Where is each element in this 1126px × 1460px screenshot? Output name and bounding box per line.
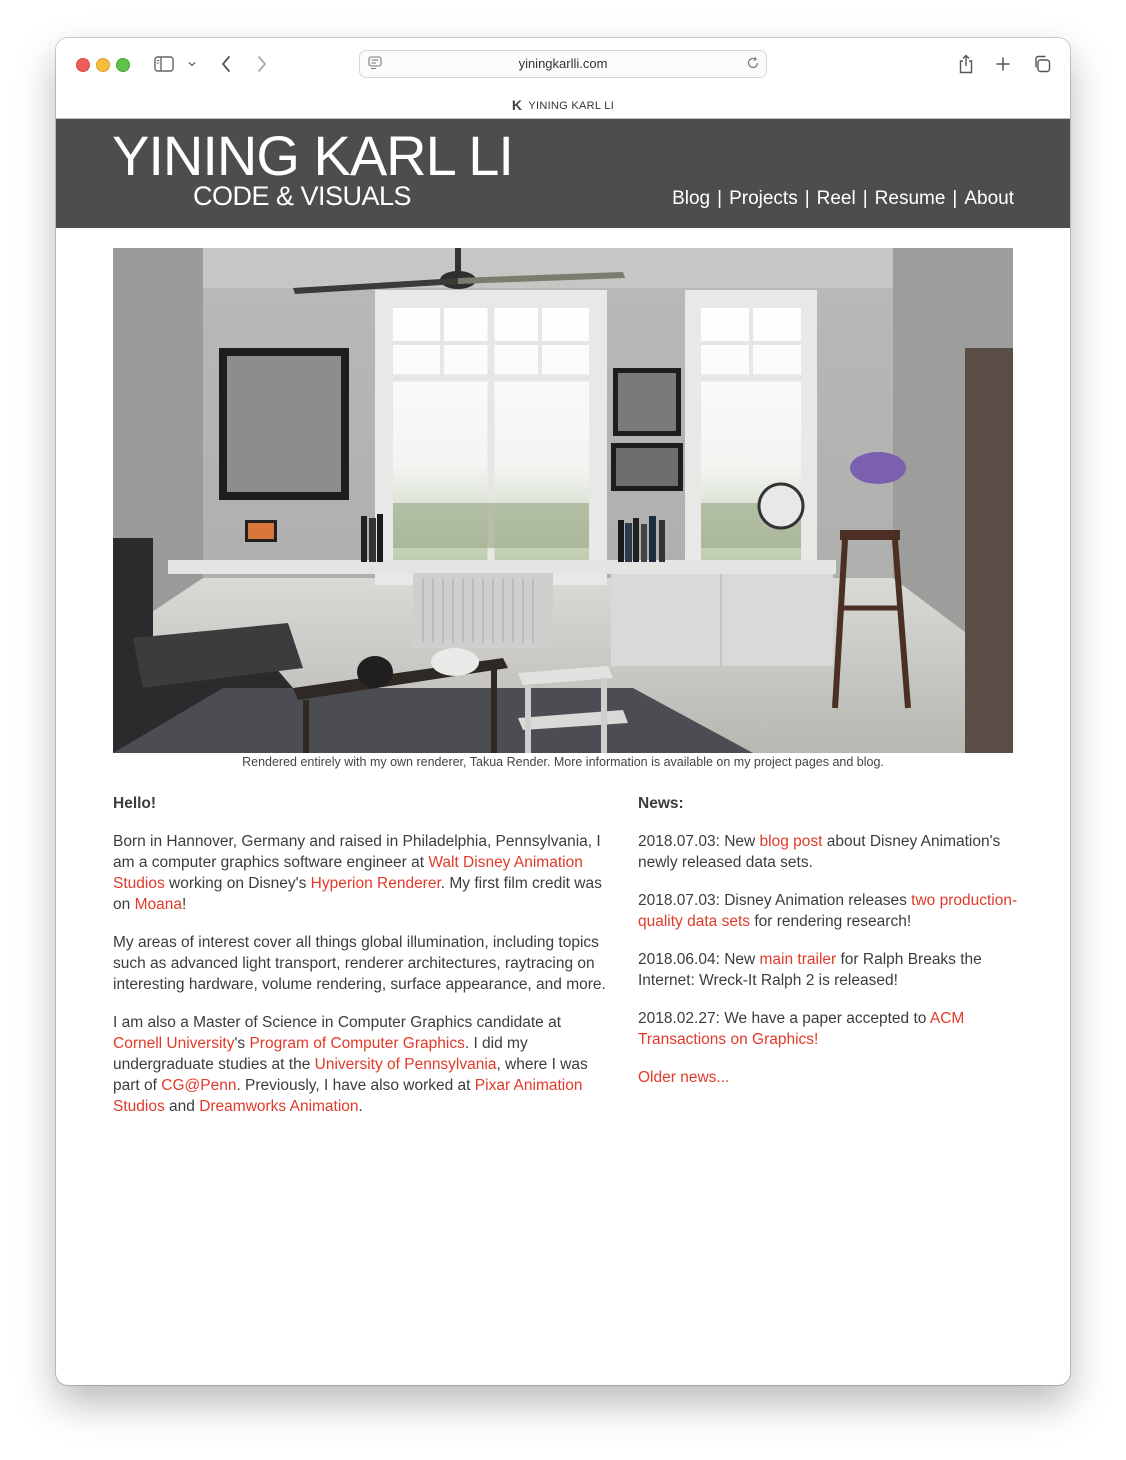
intro-text: and <box>164 1098 200 1115</box>
main-trailer-link[interactable]: main trailer <box>759 951 837 968</box>
chevron-down-icon[interactable] <box>184 52 200 76</box>
tab-title: YINING KARL LI <box>528 100 615 112</box>
site-header <box>56 119 1070 228</box>
intro-text: . My first film credit was on <box>113 875 602 913</box>
hyperion-renderer-link[interactable]: Hyperion Renderer <box>310 875 441 892</box>
minimize-window-button[interactable] <box>96 58 110 72</box>
older-news-link[interactable]: Older news... <box>638 1069 730 1086</box>
program-of-computer-graphics-link[interactable]: Program of Computer Graphics <box>249 1035 465 1052</box>
site-logo-title[interactable]: YINING KARL LI <box>112 124 513 187</box>
hero-render-image <box>113 248 1013 753</box>
news-item <box>638 831 1018 873</box>
news-item <box>638 1008 1018 1050</box>
data-sets-link[interactable]: two production-quality data sets <box>638 892 1018 930</box>
nav-about[interactable]: About <box>964 188 1014 209</box>
news-text: for Ralph Breaks the Internet: Wreck-It Ralph 2 is released! <box>638 951 982 989</box>
nav-separator: | <box>862 188 868 209</box>
nav-projects[interactable]: Projects <box>729 188 798 209</box>
nav-resume[interactable]: Resume <box>874 188 946 209</box>
news-item <box>638 949 1018 991</box>
nav-separator: | <box>804 188 810 209</box>
news-text: 2018.07.03: Disney Animation releases <box>638 892 912 909</box>
news-heading: News: <box>638 795 684 812</box>
reload-icon[interactable] <box>746 56 760 75</box>
hero-caption: Rendered entirely with my own renderer, Takua Render. More information is available on my project pages and blog. <box>242 755 884 769</box>
intro-text: . <box>358 1098 363 1115</box>
intro-paragraph-3 <box>113 1012 613 1117</box>
url-text: yiningkarlli.com <box>518 56 608 71</box>
intro-text: Born in Hannover, Germany and raised in Philadelphia, Pennsylvania, I am a computer graphics software engineer at <box>113 833 601 871</box>
intro-text: 's <box>234 1035 250 1052</box>
acm-tog-link[interactable]: ACM Transactions on Graphics! <box>638 1010 965 1048</box>
intro-text: ! <box>181 896 187 913</box>
nav-separator: | <box>717 188 723 209</box>
upenn-link[interactable]: University of Pennsylvania <box>314 1056 497 1073</box>
tab-bar <box>56 90 1070 119</box>
address-bar[interactable] <box>359 50 767 78</box>
browser-window <box>56 38 1070 1385</box>
back-arrow-icon[interactable] <box>216 52 236 76</box>
moana-link[interactable]: Moana <box>134 896 182 913</box>
site-favicon-icon: K <box>511 97 523 113</box>
site-logo-subtitle[interactable]: CODE & VISUALS <box>193 181 412 211</box>
tab-overview-icon[interactable] <box>1031 52 1053 76</box>
zoom-window-button[interactable] <box>116 58 130 72</box>
dreamworks-link[interactable]: Dreamworks Animation <box>199 1098 359 1115</box>
sidebar-toggle-icon[interactable] <box>152 52 176 76</box>
walt-disney-animation-link[interactable]: Walt Disney Animation Studios <box>113 854 583 892</box>
share-icon[interactable] <box>956 52 976 76</box>
main-nav <box>672 188 1014 210</box>
blog-post-link[interactable]: blog post <box>759 833 823 850</box>
intro-column <box>113 793 613 1134</box>
news-text: 2018.07.03: New <box>638 833 760 850</box>
news-text: 2018.02.27: We have a paper accepted to <box>638 1010 930 1027</box>
news-text: 2018.06.04: New <box>638 951 760 968</box>
intro-text: . I did my undergraduate studies at the <box>113 1035 528 1073</box>
news-item <box>638 890 1018 932</box>
intro-text: , where I was part of <box>113 1056 588 1094</box>
nav-separator: | <box>952 188 958 209</box>
intro-text: I am also a Master of Science in Computer Graphics candidate at <box>113 1014 561 1031</box>
news-text: for rendering research! <box>750 913 912 930</box>
news-text: about Disney Animation's newly released data sets. <box>638 833 1001 871</box>
intro-heading: Hello! <box>113 795 157 812</box>
intro-text: . Previously, I have also worked at <box>236 1077 475 1094</box>
nav-reel[interactable]: Reel <box>816 188 856 209</box>
news-column <box>638 793 1018 1105</box>
intro-paragraph-1 <box>113 831 613 915</box>
news-item <box>638 1067 1018 1088</box>
cg-penn-link[interactable]: CG@Penn <box>161 1077 237 1094</box>
forward-arrow-icon[interactable] <box>252 52 272 76</box>
active-tab[interactable] <box>56 97 1070 113</box>
cornell-university-link[interactable]: Cornell University <box>113 1035 235 1052</box>
intro-text: working on Disney's <box>164 875 311 892</box>
nav-blog[interactable]: Blog <box>672 188 711 209</box>
pixar-link[interactable]: Pixar Animation Studios <box>113 1077 583 1115</box>
new-tab-icon[interactable] <box>993 52 1013 76</box>
close-window-button[interactable] <box>76 58 90 72</box>
intro-paragraph-2: My areas of interest cover all things global illumination, including topics such as advanced light transport, renderer architectures, raytracing on interesting hardware, volume rendering, surface appearance, and more. <box>113 934 606 993</box>
browser-toolbar <box>56 38 1070 90</box>
